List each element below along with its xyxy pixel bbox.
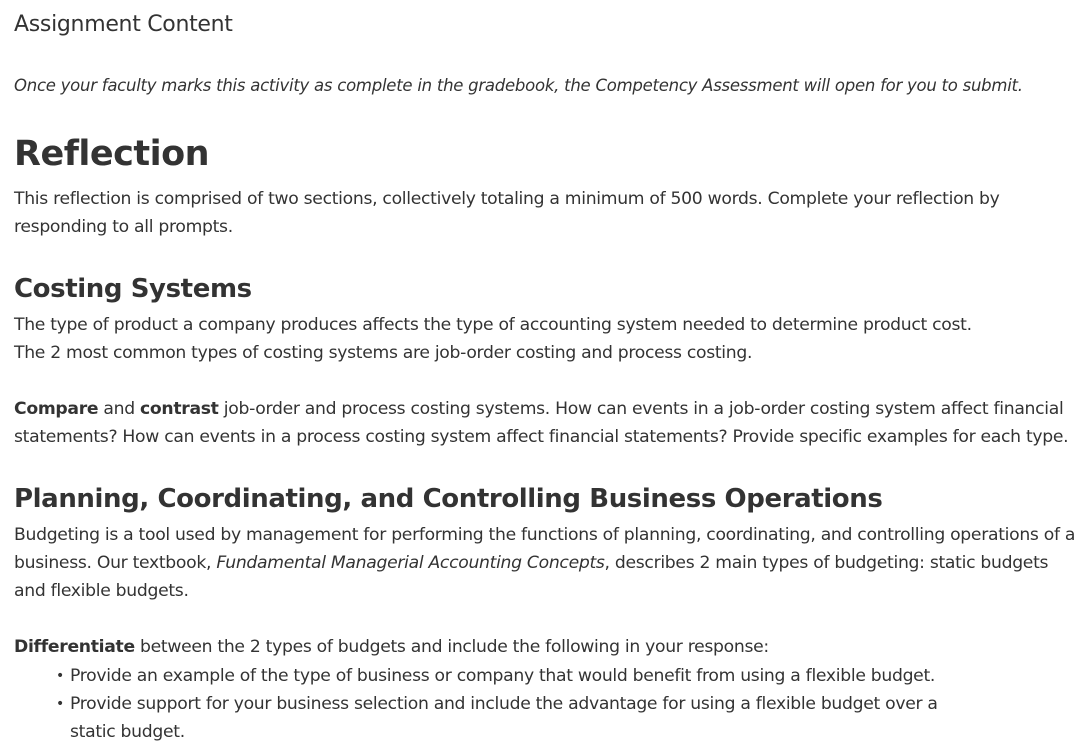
differentiate-keyword: Differentiate [14, 637, 135, 657]
differentiate-prompt-text: between the 2 types of budgets and include the following in your response: [134, 637, 769, 657]
costing-systems-title: Costing Systems [14, 274, 252, 304]
budgeting-text-end: , describes 2 main types of budgeting: static budgets and flexible budgets. [14, 553, 1049, 601]
costing-line-2: The 2 most common types of costing systems are job-order costing and process costing. [14, 343, 753, 363]
requirements-list [56, 662, 976, 746]
list-item: • Provide support for your business selection and include the advantage for using a flexible budget over a static budget. [56, 690, 976, 746]
textbook-title: Fundamental Managerial Accounting Concepts [216, 553, 605, 573]
completion-notice: Once your faculty marks this activity as complete in the gradebook, the Competency Assessment will open for you to submit. [14, 76, 1023, 95]
differentiate-prompt [14, 633, 1076, 661]
costing-intro [14, 311, 1076, 367]
budgeting-paragraph [14, 521, 1076, 605]
costing-prompt-and: and [98, 399, 141, 419]
costing-prompt-text: job-order and process costing systems. How can events in a job-order costing system affect financial statements? How can events in a process costing system affect financial statements? Provide specific examples for each type. [14, 399, 1069, 447]
budgeting-text-start: Budgeting is a tool used by management for performing the functions of planning, coordinating, and controlling operations of a business. Our textbook, [14, 525, 1076, 573]
compare-keyword: Compare [14, 399, 99, 419]
reflection-title: Reflection [14, 134, 210, 174]
reflection-description: This reflection is comprised of two sections, collectively totaling a minimum of 500 words. Complete your reflection by responding to all prompts. [14, 189, 1000, 237]
planning-title: Planning, Coordinating, and Controlling Business Operations [14, 484, 883, 514]
contrast-keyword: contrast [140, 399, 219, 419]
costing-prompt [14, 395, 1076, 451]
assignment-content-heading: Assignment Content [14, 12, 233, 37]
costing-line-1: The type of product a company produces affects the type of accounting system needed to determine product cost. [14, 315, 972, 335]
list-item: • Provide an example of the type of business or company that would benefit from using a flexible budget. [56, 662, 976, 690]
